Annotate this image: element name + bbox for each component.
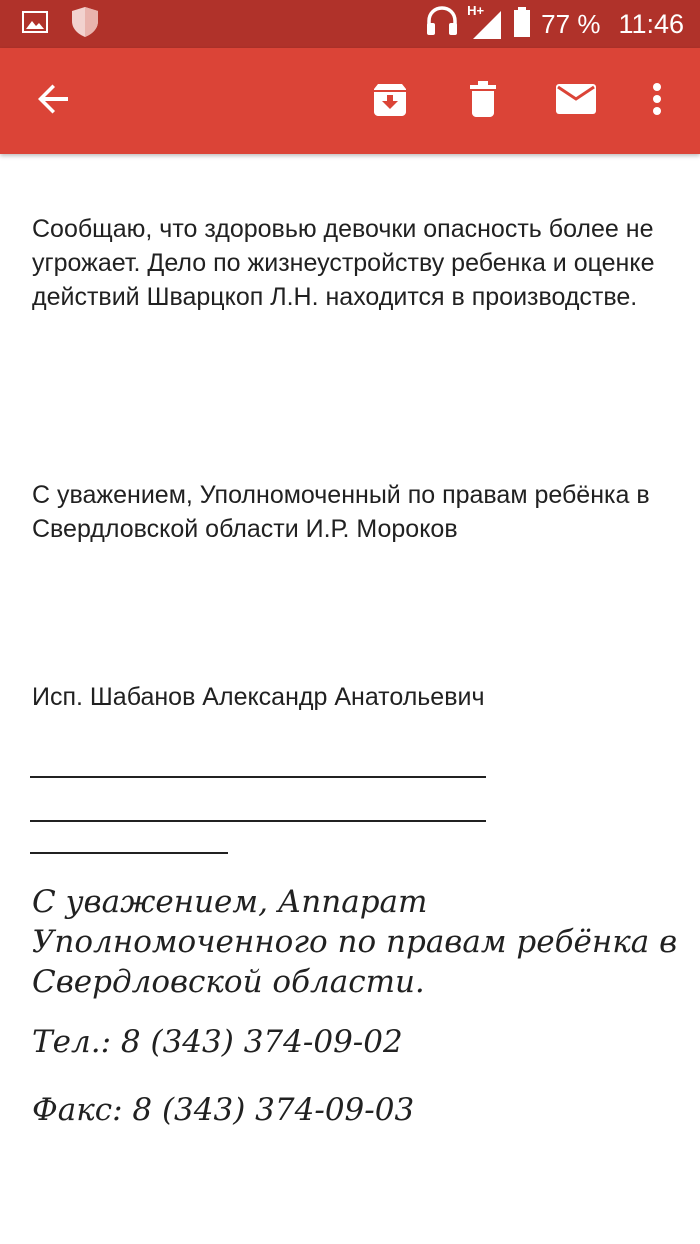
image-icon xyxy=(22,9,48,39)
back-arrow-icon xyxy=(36,82,70,120)
regards-line: С уважением, Уполномоченный по правам ребёнка в Свердловской области И.Р. Мороков xyxy=(32,481,650,543)
signature-regards: С уважением, Аппарат Уполномоченного по правам ребёнка в Свердловской области. xyxy=(32,884,678,1000)
body-paragraph: Сообщаю, что здоровью девочки опасность более не угрожает. Дело по жизнеустройству ребенка и оценке действий Шварцкоп Л.Н. находится в производстве. xyxy=(32,215,655,311)
archive-button[interactable] xyxy=(357,48,423,154)
mail-icon xyxy=(555,83,597,119)
archive-icon xyxy=(372,81,408,121)
delete-icon xyxy=(468,81,498,121)
status-bar xyxy=(0,0,700,48)
network-type-label: H+ xyxy=(467,3,485,18)
mark-unread-button[interactable] xyxy=(543,48,609,154)
app-toolbar xyxy=(0,48,700,154)
signal-icon xyxy=(467,3,503,41)
more-options-button[interactable] xyxy=(634,48,680,154)
battery-icon xyxy=(513,7,531,41)
delete-button[interactable] xyxy=(450,48,516,154)
signature-divider xyxy=(30,776,486,778)
more-vert-icon xyxy=(652,82,662,120)
signature-phone: Тел.: 8 (343) 374-09-02 xyxy=(32,1024,403,1060)
battery-percent: 77 % xyxy=(541,8,601,39)
headset-icon xyxy=(425,6,459,42)
back-button[interactable] xyxy=(20,48,86,154)
signature-fax: Факс: 8 (343) 374-09-03 xyxy=(32,1092,415,1128)
shield-icon xyxy=(70,6,100,42)
email-body xyxy=(0,156,700,1244)
status-right-icons xyxy=(425,3,684,42)
signature-divider xyxy=(30,820,486,822)
status-left-icons xyxy=(22,8,100,40)
signature-divider xyxy=(30,852,228,854)
executor-line: Исп. Шабанов Александр Анатольевич xyxy=(32,683,485,711)
clock: 11:46 xyxy=(618,8,684,39)
